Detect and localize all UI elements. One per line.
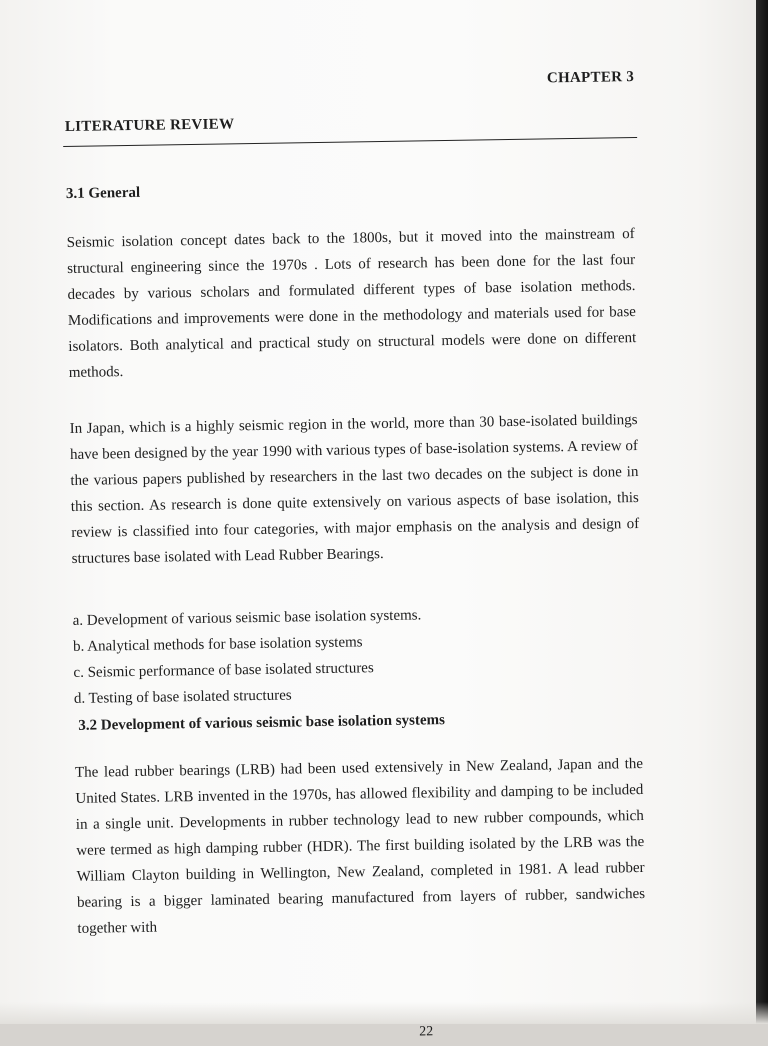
title-divider [63,137,637,147]
section-heading-3-1: 3.1 General [65,184,141,202]
list-item: d. Testing of base isolated structures [73,687,292,707]
list-item: c. Seismic performance of base isolated structures [73,660,374,681]
paragraph-lrb: The lead rubber bearings (LRB) had been used extensively in New Zealand, Japan and the United States. LRB invented in the 1970s, has allowed flexibility and damping to be included in a single unit. Developments in rubber technology lead to new rubber compounds, which were termed as high damping rubber (HDR). The first building isolated by the LRB was the William Clayton building in Wellington, New Zealand, completed in 1981. A lead rubber bearing is a bigger laminated bearing manufactured from layers of rubber, sandwiches together with [74,755,646,937]
paragraph-general-2: In Japan, which is a highly seismic region in the world, more than 30 base-isolated buildings have been designed by the year 1990 with various types of base-isolation systems. A review of the various papers published by researchers in the last two decades on the subject is done in this section. As research is done quite extensively on various aspects of base isolation, this review is classified into four categories, with major emphasis on the analysis and design of structures base isolated with Lead Rubber Bearings. [69,412,640,567]
page-content [64,61,646,1040]
list-item: b. Analytical methods for base isolation systems [72,634,363,655]
chapter-title: LITERATURE REVIEW [64,116,235,135]
review-categories-list [72,602,422,711]
paragraph-general-1: Seismic isolation concept dates back to the 1800s, but it moved into the mainstream of structural engineering since the 1970s . Lots of research has been done for the last four decades by various scholars and formulated different types of base isolation methods. Modifications and improvements were done in the methodology and materials used for base isolators. Both analytical and practical study on structural models were done on different methods. [66,226,637,381]
scan-edge-shadow [756,0,768,1024]
chapter-label: CHAPTER 3 [546,69,635,87]
list-item: a. Development of various seismic base isolation systems. [72,607,422,629]
page-number: 22 [419,1024,434,1040]
section-heading-3-2: 3.2 Development of various seismic base isolation systems [78,712,446,734]
scan-bottom-shade [0,1002,768,1024]
